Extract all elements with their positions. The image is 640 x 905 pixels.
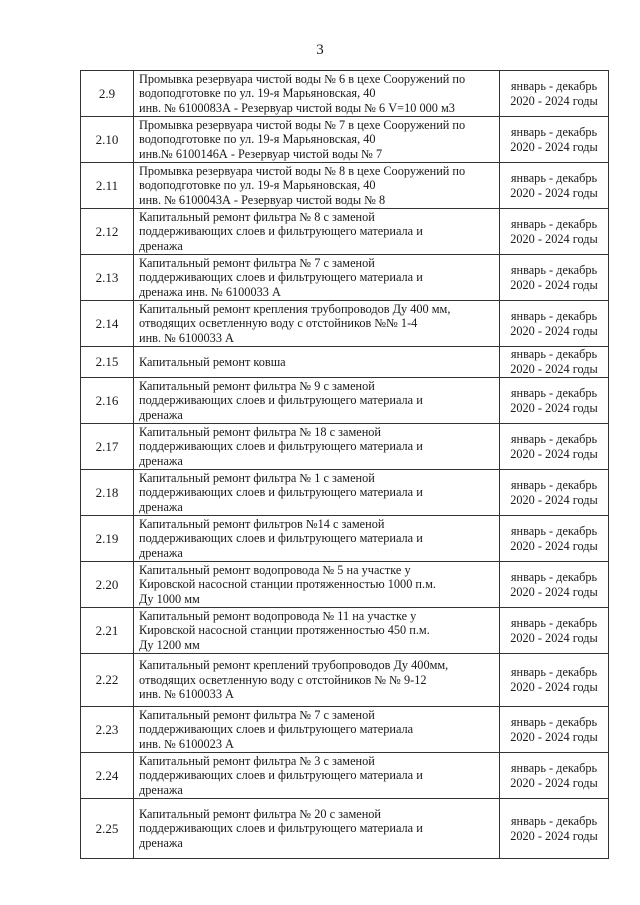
period-months: январь - декабрь	[510, 347, 598, 361]
table-row	[81, 378, 609, 424]
period-years: 2020 - 2024 годы	[510, 362, 598, 376]
period-months: январь - декабрь	[510, 569, 598, 584]
period-years: 2020 - 2024 годы	[510, 680, 598, 694]
period-months: январь - декабрь	[510, 78, 598, 93]
period-years: 2020 - 2024 годы	[510, 584, 598, 599]
work-description: Капитальный ремонт фильтра № 20 с заменой поддерживающих слоев и фильтрующего материала и дренажа	[134, 799, 500, 859]
item-number: 2.18	[81, 470, 134, 516]
period-months: январь - декабрь	[510, 523, 598, 538]
work-period	[500, 255, 609, 301]
period-years: 2020 - 2024 годы	[510, 93, 598, 108]
work-period	[500, 470, 609, 516]
work-period	[500, 378, 609, 424]
period-years: 2020 - 2024 годы	[510, 729, 598, 744]
work-period	[500, 516, 609, 562]
item-number: 2.13	[81, 255, 134, 301]
table-row	[81, 301, 609, 347]
item-number: 2.11	[81, 163, 134, 209]
table-row	[81, 117, 609, 163]
work-description: Капитальный ремонт крепления трубопроводов Ду 400 мм, отводящих осветленную воду с отстойников №№ 1-4 инв. № 6100033 А	[134, 301, 500, 347]
table-row	[81, 516, 609, 562]
period-years: 2020 - 2024 годы	[510, 185, 598, 200]
work-period	[500, 608, 609, 654]
period-years: 2020 - 2024 годы	[510, 139, 598, 154]
table-row	[81, 654, 609, 707]
period-months: январь - декабрь	[510, 308, 598, 323]
period-months: январь - декабрь	[510, 665, 598, 679]
work-description: Капитальный ремонт водопровода № 5 на участке у Кировской насосной станции протяженностью 1000 п.м. Ду 1000 мм	[134, 562, 500, 608]
work-description: Капитальный ремонт фильтра № 1 с заменой поддерживающих слоев и фильтрующего материала и дренажа	[134, 470, 500, 516]
work-description: Капитальный ремонт водопровода № 11 на участке у Кировской насосной станции протяженностью 450 п.м. Ду 1200 мм	[134, 608, 500, 654]
table-row	[81, 209, 609, 255]
item-number: 2.17	[81, 424, 134, 470]
table-row	[81, 753, 609, 799]
work-period	[500, 753, 609, 799]
period-years: 2020 - 2024 годы	[510, 400, 598, 415]
work-description: Промывка резервуара чистой воды № 7 в цехе Сооружений по водоподготовке по ул. 19-я Марьяновская, 40 инв.№ 6100146А - Резервуар чистой воды № 7	[134, 117, 500, 163]
work-description: Капитальный ремонт фильтра № 3 с заменой поддерживающих слоев и фильтрующего материала и дренажа	[134, 753, 500, 799]
item-number: 2.16	[81, 378, 134, 424]
work-period	[500, 71, 609, 117]
work-period	[500, 301, 609, 347]
table-row	[81, 163, 609, 209]
period-years: 2020 - 2024 годы	[510, 277, 598, 292]
work-description: Капитальный ремонт креплений трубопроводов Ду 400мм, отводящих осветленную воду с отстойников № № 9-12 инв. № 6100033 А	[134, 654, 500, 707]
period-months: январь - декабрь	[510, 385, 598, 400]
table-row	[81, 707, 609, 753]
work-description: Капитальный ремонт фильтров №14 с заменой поддерживающих слоев и фильтрующего материала и дренажа	[134, 516, 500, 562]
period-years: 2020 - 2024 годы	[510, 231, 598, 246]
work-period	[500, 562, 609, 608]
table-row	[81, 799, 609, 859]
period-years: 2020 - 2024 годы	[510, 492, 598, 507]
work-description: Промывка резервуара чистой воды № 8 в цехе Сооружений по водоподготовке по ул. 19-я Марьяновская, 40 инв. № 6100043А - Резервуар чистой воды № 8	[134, 163, 500, 209]
period-months: январь - декабрь	[510, 477, 598, 492]
work-period	[500, 163, 609, 209]
period-months: январь - декабрь	[510, 262, 598, 277]
period-years: 2020 - 2024 годы	[510, 630, 598, 645]
period-months: январь - декабрь	[510, 813, 598, 828]
period-months: январь - декабрь	[510, 615, 598, 630]
item-number: 2.9	[81, 71, 134, 117]
period-years: 2020 - 2024 годы	[510, 828, 598, 843]
period-years: 2020 - 2024 годы	[510, 775, 598, 790]
period-years: 2020 - 2024 годы	[510, 538, 598, 553]
period-months: январь - декабрь	[510, 170, 598, 185]
item-number: 2.12	[81, 209, 134, 255]
period-years: 2020 - 2024 годы	[510, 323, 598, 338]
page-number: 3	[316, 42, 324, 58]
work-period	[500, 707, 609, 753]
table-row	[81, 347, 609, 378]
work-description: Капитальный ремонт фильтра № 18 с заменой поддерживающих слоев и фильтрующего материала и дренажа	[134, 424, 500, 470]
item-number: 2.19	[81, 516, 134, 562]
item-number: 2.24	[81, 753, 134, 799]
item-number: 2.20	[81, 562, 134, 608]
table-row	[81, 562, 609, 608]
item-number: 2.10	[81, 117, 134, 163]
work-period	[500, 424, 609, 470]
work-plan-table	[80, 70, 609, 859]
item-number: 2.22	[81, 654, 134, 707]
work-description: Капитальный ремонт фильтра № 7 с заменой поддерживающих слоев и фильтрующего материала и дренажа инв. № 6100033 А	[134, 255, 500, 301]
work-description: Промывка резервуара чистой воды № 6 в цехе Сооружений по водоподготовке по ул. 19-я Марьяновская, 40 инв. № 6100083А - Резервуар чистой воды № 6 V=10 000 м3	[134, 71, 500, 117]
work-period	[500, 209, 609, 255]
table-row	[81, 255, 609, 301]
period-months: январь - декабрь	[510, 216, 598, 231]
item-number: 2.15	[81, 347, 134, 378]
work-period	[500, 117, 609, 163]
work-period	[500, 654, 609, 707]
work-description: Капитальный ремонт ковша	[134, 347, 500, 378]
period-months: январь - декабрь	[510, 124, 598, 139]
item-number: 2.25	[81, 799, 134, 859]
work-period	[500, 799, 609, 859]
work-description: Капитальный ремонт фильтра № 7 с заменой поддерживающих слоев и фильтрующего материала инв. № 6100023 А	[134, 707, 500, 753]
table-row	[81, 424, 609, 470]
period-months: январь - декабрь	[510, 714, 598, 729]
period-months: январь - декабрь	[510, 760, 598, 775]
work-description: Капитальный ремонт фильтра № 9 с заменой поддерживающих слоев и фильтрующего материала и дренажа	[134, 378, 500, 424]
table-row	[81, 470, 609, 516]
table-row	[81, 608, 609, 654]
item-number: 2.21	[81, 608, 134, 654]
table-row	[81, 71, 609, 117]
item-number: 2.23	[81, 707, 134, 753]
period-years: 2020 - 2024 годы	[510, 446, 598, 461]
period-months: январь - декабрь	[510, 431, 598, 446]
work-description: Капитальный ремонт фильтра № 8 с заменой поддерживающих слоев и фильтрующего материала и дренажа	[134, 209, 500, 255]
work-period	[500, 347, 609, 378]
item-number: 2.14	[81, 301, 134, 347]
